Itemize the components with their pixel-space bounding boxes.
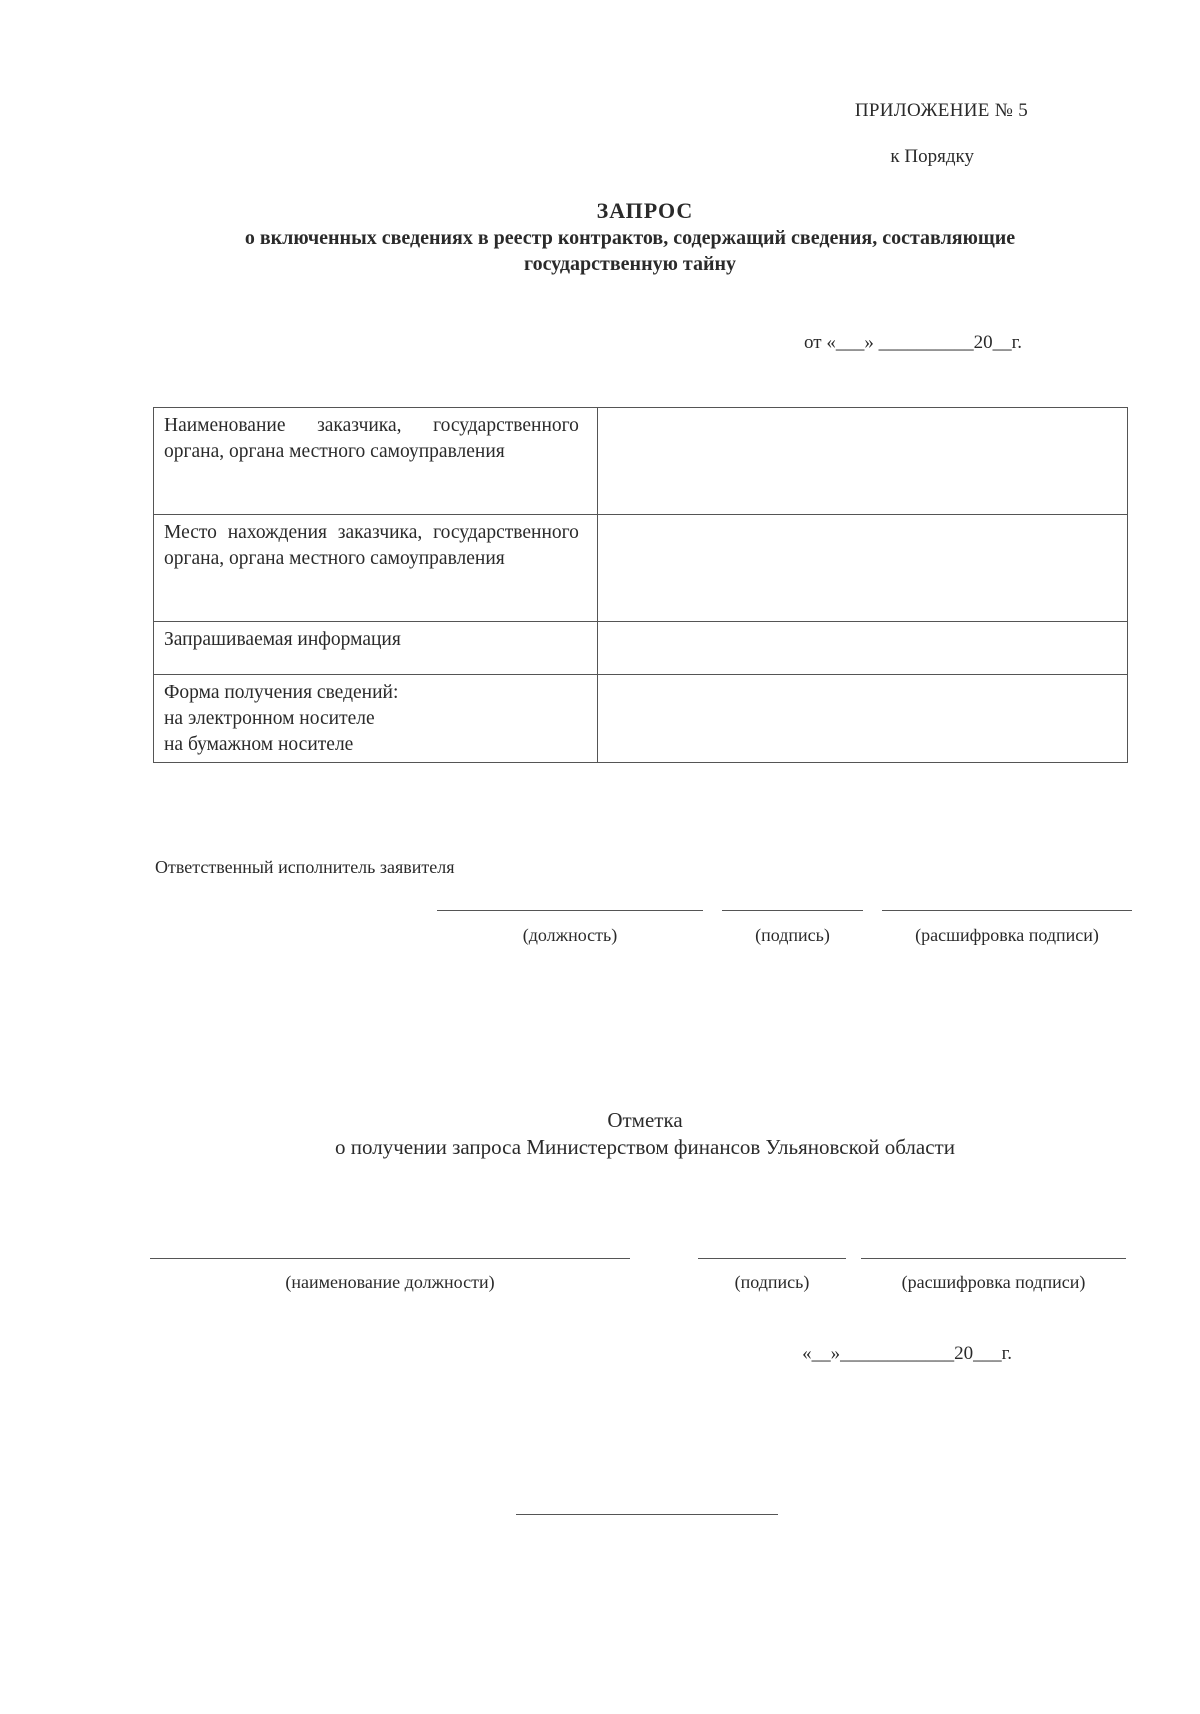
receipt-mark-title: Отметка bbox=[607, 1108, 683, 1132]
appendix-label: ПРИЛОЖЕНИЕ № 5 bbox=[854, 100, 1028, 121]
signature-line[interactable] bbox=[722, 910, 863, 911]
mark-position-caption: (наименование должности) bbox=[285, 1272, 495, 1292]
mark-signature-decoding-caption: (расшифровка подписи) bbox=[901, 1272, 1086, 1292]
receipt-option-electronic[interactable]: на электронном носителе bbox=[164, 708, 375, 729]
mark-signature-decoding-line[interactable] bbox=[861, 1258, 1126, 1259]
signature-decoding-caption: (расшифровка подписи) bbox=[915, 925, 1099, 945]
position-signature-line[interactable] bbox=[437, 910, 703, 911]
signature-decoding-line[interactable] bbox=[882, 910, 1132, 911]
mark-signature-caption: (подпись) bbox=[734, 1272, 810, 1292]
to-order-label: к Порядку bbox=[890, 146, 974, 167]
mark-position-line[interactable] bbox=[150, 1258, 630, 1259]
receipt-form-field[interactable] bbox=[597, 675, 1127, 763]
table-row bbox=[154, 515, 1128, 622]
requested-info-field[interactable] bbox=[597, 622, 1127, 675]
document-title: ЗАПРОС bbox=[596, 198, 694, 223]
table-row bbox=[154, 622, 1128, 675]
customer-name-field[interactable] bbox=[597, 408, 1127, 515]
customer-name-label: Наименование заказчика, государственного органа, органа местного самоуправления bbox=[154, 408, 598, 515]
receipt-option-paper[interactable]: на бумажном носителе bbox=[164, 734, 354, 755]
position-caption: (должность) bbox=[522, 925, 618, 945]
requested-info-label: Запрашиваемая информация bbox=[154, 622, 598, 675]
responsible-executor-label: Ответственный исполнитель заявителя bbox=[155, 857, 455, 877]
table-row bbox=[154, 408, 1128, 515]
bottom-separator-line bbox=[516, 1514, 778, 1515]
signature-caption: (подпись) bbox=[755, 925, 830, 945]
document-subtitle: о включенных сведениях в реестр контрактов, содержащий сведения, составляющие государственную тайну bbox=[244, 227, 1016, 275]
customer-location-label: Место нахождения заказчика, государственного органа, органа местного самоуправления bbox=[154, 515, 598, 622]
table-row bbox=[154, 675, 1128, 763]
customer-location-field[interactable] bbox=[597, 515, 1127, 622]
receipt-form-heading: Форма получения сведений: bbox=[164, 682, 399, 703]
request-form-table bbox=[153, 407, 1128, 763]
request-date-line: от «___» __________20__г. bbox=[804, 332, 1022, 353]
receipt-date-line: «__»____________20___г. bbox=[802, 1343, 1012, 1364]
receipt-form-label bbox=[154, 675, 598, 763]
mark-signature-line[interactable] bbox=[698, 1258, 846, 1259]
receipt-mark-subtitle: о получении запроса Министерством финансов Ульяновской области bbox=[335, 1135, 955, 1159]
